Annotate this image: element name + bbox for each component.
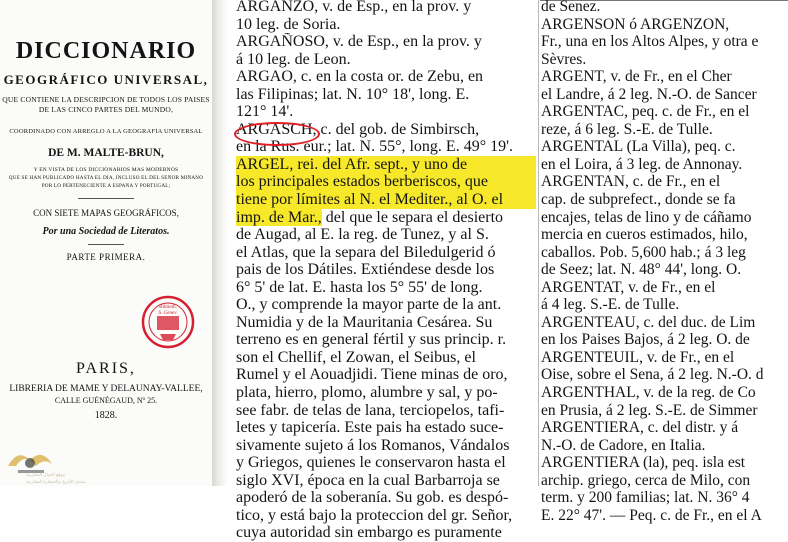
arranged-line: COORDINADO CON ARREGLO A LA GEOGRAFÍA UNIVERSAL bbox=[9, 128, 203, 135]
red-circle-annotation bbox=[234, 122, 320, 146]
rule-divider bbox=[88, 244, 124, 245]
entry-line: ARGENTEUIL, v. de Fr., en el bbox=[541, 348, 735, 366]
entry-line: las Filipinas; lat. N. 10° 18', long. E. bbox=[236, 85, 470, 103]
entry-line: á 10 leg. de Leon. bbox=[236, 50, 351, 68]
plain-segment: del que le separa el desierto bbox=[321, 208, 504, 226]
entry-line: caballos. Pob. 5,600 hab.; á 3 leg bbox=[541, 243, 746, 261]
entry-line: Rumel y el Aouadjidi. Tiene minas de oro, bbox=[236, 366, 508, 384]
highlighted-line-partial bbox=[236, 209, 536, 227]
highlighted-line: tiene por límites al N. el Mediter., al O. el bbox=[236, 191, 536, 209]
part-line: PARTE PRIMERA. bbox=[66, 252, 146, 262]
entry-line: Sèvres. bbox=[541, 50, 587, 68]
entry-line: N.-O. de Cadore, en Italia. bbox=[541, 436, 706, 454]
entry-line: archip. griego, cerca de Milo, con bbox=[541, 471, 751, 489]
library-stamp-icon bbox=[140, 294, 196, 350]
entry-line: tico, y está bajo la proteccion del gr. Señor, bbox=[236, 506, 513, 524]
entry-line: en la Rus. eur.; lat. N. 55°, long. E. 49° 19'. bbox=[236, 138, 513, 156]
entry-line: cap. de subprefect., donde se fa bbox=[541, 191, 736, 209]
entry-line: E. 22° 47'. — Peq. c. de Fr., en el A bbox=[541, 506, 762, 524]
entry-line: ARGENTIERA (la), peq. isla est bbox=[541, 454, 746, 472]
city: PARIS, bbox=[76, 360, 136, 377]
entry-line: apoderó de la soberanía. Su gob. es despó- bbox=[236, 489, 509, 507]
book-title: DICCIONARIO bbox=[15, 38, 197, 64]
society-line: Por una Sociedad de Literatos. bbox=[42, 226, 170, 237]
entry-line: ARGENTIERA, c. del distr. y á bbox=[541, 419, 739, 437]
entry-line: reze, á 6 leg. S.-E. de Tulle. bbox=[541, 120, 713, 138]
highlighted-line: ARGEL, rei. del Afr. sept., y uno de bbox=[236, 156, 536, 174]
entry-line: ARGENT, v. de Fr., en el Cher bbox=[541, 68, 732, 86]
publication-year: 1828. bbox=[94, 410, 118, 421]
entry-line: y Griegos, quienes le conservaron hasta el bbox=[236, 454, 506, 472]
entry-line: ARGENTAN, c. de Fr., en el bbox=[541, 173, 721, 191]
entry-line: ARGENTEAU, c. del duc. de Lim bbox=[541, 313, 756, 331]
note-line: Y EN VISTA DE LOS DICCIONARIOS MAS MODERNOS bbox=[33, 167, 179, 173]
entry-line: ARGENTAT, v. de Fr., en el bbox=[541, 278, 716, 296]
entry-line: 6° 5' de lat. E. hasta los 5° 55' de long. bbox=[236, 278, 483, 296]
entry-line: de Augad, al E. la reg. de Tunez, y al S. bbox=[236, 226, 489, 244]
rule-divider bbox=[78, 198, 134, 199]
entry-line: á 4 leg. S.-E. de Tulle. bbox=[541, 296, 680, 314]
entry-line: ARGENTHAL, v. de la reg. de Co bbox=[541, 384, 756, 402]
svg-text:S. Genev.: S. Genev. bbox=[158, 311, 178, 316]
entry-line: siglo XVI, época en la cual Barbarroja se bbox=[236, 471, 500, 489]
entry-line: 10 leg. de Soria. bbox=[236, 15, 341, 33]
watermark-text: منتدى التاريخ والحضارة المغاربية bbox=[26, 479, 86, 484]
entry-line: ARGANZO, v. de Esp., en la prov. y bbox=[236, 0, 472, 15]
dictionary-column-right bbox=[541, 0, 788, 524]
entry-line: letes y tapicería. Este pais ha estado suce- bbox=[236, 419, 504, 437]
entry-line: cuya autoridad sin embargo es puramente bbox=[236, 524, 502, 542]
entry-line: pais de los Dátiles. Extiéndese desde los bbox=[236, 261, 495, 279]
entry-line: en los Paises Bajos, á 2 leg. O. de bbox=[541, 331, 750, 349]
entry-line: ARGENSON ó ARGENZON, bbox=[541, 15, 730, 33]
publisher-address: CALLE GUÉNÉGAUD, Nº 25. bbox=[54, 396, 158, 405]
entry-line: plata, hierro, plomo, alumbre y sal, y po- bbox=[236, 384, 498, 402]
entry-line: terreno es en general fértil y sus princip. r. bbox=[236, 331, 507, 349]
entry-line: el Atlas, que la separa del Biledulgerid ó bbox=[236, 243, 496, 261]
book-subtitle: GEOGRÁFICO UNIVERSAL, bbox=[3, 72, 209, 87]
entry-line: 121° 14'. bbox=[236, 103, 294, 121]
entry-line: O., y comprende la mayor parte de la ant. bbox=[236, 296, 502, 314]
maps-line: CON SIETE MAPAS GEOGRÁFICOS, bbox=[33, 208, 179, 218]
entry-line: de Senez. bbox=[541, 0, 601, 15]
entry-line: see fabr. de telas de lana, terciopelos, tafi- bbox=[236, 401, 505, 419]
column-divider bbox=[538, 0, 539, 486]
highlighted-line: los principales estados berberiscos, que bbox=[236, 173, 536, 191]
entry-line: ARGAÑOSO, v. de Esp., en la prov. y bbox=[236, 33, 482, 51]
entry-line: Numidia y de la Mauritania Cesárea. Su bbox=[236, 313, 493, 331]
entry-line: sivamente sujeto á los Romanos, Vándalos bbox=[236, 436, 510, 454]
entry-line: Oise, sobre el Sena, á 2 leg. N.-O. d bbox=[541, 366, 764, 384]
entry-line: el Landre, á 2 leg. N.-O. de Sancer bbox=[541, 85, 757, 103]
entry-line: ARGENTAC, peq. c. de Fr., en el bbox=[541, 103, 750, 121]
description-line: DE LAS CINCO PARTES DEL MUNDO, bbox=[38, 105, 174, 114]
entry-line: mercia en cueros estimados, hilo, bbox=[541, 226, 748, 244]
entry-line: ARGASCH, c. del gob. de Simbirsch, bbox=[236, 120, 480, 138]
description-line: QUE CONTIENE LA DESCRIPCION DE TODOS LOS PAISES bbox=[2, 95, 210, 104]
entry-line: encajes, telas de lino y de cáñamo bbox=[541, 208, 752, 226]
entry-line: ARGENTAL (La Villa), peq. c. bbox=[541, 138, 736, 156]
publisher: LIBRERÍA DE MAME Y DELAUNAY-VALLEE, bbox=[9, 384, 203, 394]
watermark-text: موقع الجبال المغاربية bbox=[26, 472, 66, 477]
dictionary-column-middle bbox=[236, 0, 536, 542]
entry-line: ARGAO, c. en la costa or. de Zebu, en bbox=[236, 68, 484, 86]
entry-line: de Seez; lat. N. 48° 44', long. O. bbox=[541, 261, 742, 279]
highlight-segment: imp. de Mar., bbox=[236, 208, 322, 226]
note-line: POR LO PERTENECIENTE A ESPAÑA Y PORTUGAL; bbox=[41, 183, 171, 189]
svg-text:Biblioth.: Biblioth. bbox=[159, 305, 177, 310]
page-gutter bbox=[212, 0, 228, 486]
entry-line: en el Loira, á 3 leg. de Annonay. bbox=[541, 155, 743, 173]
author: DE M. MALTE-BRUN, bbox=[48, 147, 164, 159]
entry-line: term. y 200 familias; lat. N. 36° 4 bbox=[541, 489, 750, 507]
entry-line: son el Chellif, el Zowan, el Seibus, el bbox=[236, 348, 476, 366]
entry-line: Fr., una en los Altos Alpes, y otra e bbox=[541, 33, 759, 51]
entry-line: en Prusia, á 2 leg. S.-E. de Simmer bbox=[541, 401, 758, 419]
title-page bbox=[0, 0, 212, 486]
note-line: QUE SE HAN PUBLICADO HASTA EL DIA, INCLUSO EL DEL SEÑOR MIÑANO bbox=[8, 175, 204, 181]
